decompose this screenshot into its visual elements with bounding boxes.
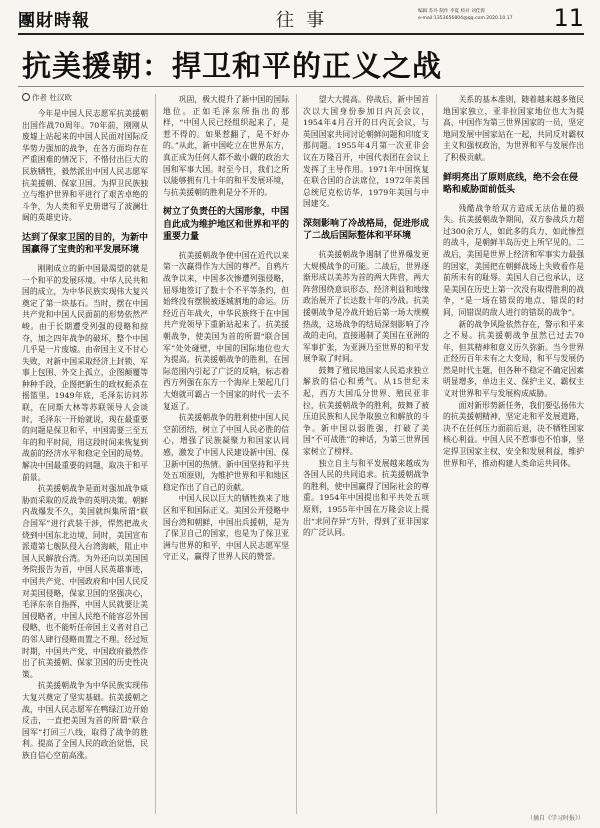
body-paragraph: 抗美援朝战争使中国在近代以来第一次赢得作为大国的尊严。自鸦片战争以来，中国多次惨遭列强侵略，屈辱地签订了数十个不平等条约，但始终没有摆脱被逐城割地的命运。历经近百年战火，中华民族终于在中国共产党领导下重新站起来了。抗美援朝战争，使美国为首的所谓“联合国军”处处碰壁，中国的国际地位也大为提高。抗美援朝战争的胜利，在国际范围内引起了广泛的反响，标志着西方列强在东方一个海岸上架起几门大炮就可霸占一个国家的时代一去不复返了。 [163, 250, 289, 411]
body-paragraph: 抗美援朝战争的胜利使中国人民空前团结，树立了中国人民必胜的信心，增强了民族凝聚力和国家认同感，激发了中国人民建设新中国、保卫新中国的热情。新中国坚持和平共处五项原则，为维护世界和平和地区稳定作出了自己的贡献。 [163, 413, 289, 492]
article-column-1 [22, 108, 148, 816]
body-paragraph: 面对新形势新任务，我们要弘扬伟大的抗美援朝精神，坚定走和平发展道路，决不在任何压力面前后退，决不牺牲国家核心利益。中国人民不惹事也不怕事，坚定捍卫国家主权、安全和发展利益，维护世界和平，推动构建人类命运共同体。 [443, 400, 584, 468]
body-paragraph: 残酷战争给双方造成无法估量的损失。抗美援朝战争期间，双方参战兵力超过300余万人，如此多的兵力、如此惨烈的战斗，是朝鲜半岛历史上所罕见的。二战后，美国是世界上经济和军事实力最强的国家，美国把在朝鲜战场上失败看作是前所未有的耻辱。美国人自己也承认，这是美国在历史上第一次没有取得胜利的战争，“是一场在错误的地点、错误的时间，同错误的敌人进行的错误的战争”。 [443, 203, 584, 317]
page-number: 11 [553, 4, 584, 32]
article-column-4 [443, 60, 584, 816]
staff-email-line: e-mail:1353656804@qq.com 2020.10.17 [418, 16, 513, 21]
subhead-3: 深刻影响了冷战格局，促进形成了二战后国际整体和平环境 [303, 218, 429, 242]
body-paragraph: 抗美援朝战争为中华民族实现伟大复兴奠定了坚实基础。抗美援朝之战，中国人民志愿军在鸭绿江边开始反击，一直把美国为首的所谓“联合国军”打回三八线，取得了战争的胜利。提高了全国人民的政治觉悟，民族自信心空前高涨。 [22, 681, 148, 760]
article-headline: 抗美援朝：捍卫和平的正义之战 [22, 49, 443, 83]
section-title: 往事 [276, 10, 336, 31]
subhead-1: 达到了保家卫国的目的，为新中国赢得了宝贵的和平发展环境 [22, 232, 148, 256]
body-paragraph: 抗美援朝战争是面对强加战争威胁而采取的反战争的英明决策。朝鲜内战爆发不久，美国就纠集所谓“联合国军”进行武装干涉，悍然把战火烧到中国东北边境，同时，美国宣布派遣第七舰队侵入台湾海峡，阻止中国人民解放台湾。为外还向以美国国务院报告为首，中国人民英雄事迹，中国共产党、中国政府和中国人民反对美国侵略，保家卫国的坚强决心，毛泽东亲自指挥，中国人民就要让美国侵略者，中国人民绝不能容忍外国侵略，也不能听任帝国主义者对自己的邻人肆行侵略而置之不理。经过短时期，中国共产党、中国政府毅然作出了抗美援朝、保家卫国的历史性决策。 [22, 484, 148, 679]
masthead [18, 6, 584, 32]
lead-paragraph: 今年是中国人民志愿军抗美援朝出国作战70周年。70年前，刚刚从废墟上站起来的中国人民面对国际反华势力强加的战争，在各方面均存在严重困难的情况下，不惜付出巨大的民族牺牲，毅然派出中国人民志愿军抗美援朝、保家卫国。为捍卫民族独立与维护世界和平进行了艰苦卓绝的斗争，为人类和平史册谱写了波澜壮阔的英雄史诗。 [22, 109, 148, 223]
source-note: （摘自《学习时报》） [526, 815, 584, 822]
staff-credits [418, 8, 558, 22]
subhead-4: 鲜明亮出了原则底线，绝不会在侵略和威胁面前低头 [443, 172, 579, 196]
body-paragraph: 刚刚成立的新中国最渴望的就是一个和平的发展环境。中华人民共和国的成立，为中华民族实现伟大复兴奠定了第一块基石。当时，摆在中国共产党和中国人民面前的形势依然严峻。由于长期遭受列强的侵略和掠夺，加之四年战争的破坏，整个中国几乎是一片废墟。由帝国主义不甘心失败，对新中国采取经济上封锁、军事上包围、外交上孤立，企图颠覆等种种手段，企图把新生的政权扼杀在摇篮里。1949年底，毛泽东访问苏联，在同斯大林等苏联领导人会谈时，毛泽东一开始就说，现在最重要的问题是保卫和平，中国需要三至五年的和平时间，用这段时间来恢复到战前的经济水平和稳定全国的局势。解决中国最重要的问题，取决于和平前景。 [22, 263, 148, 482]
byline-text: 作者 杜汉欧 [32, 93, 72, 102]
column-divider [296, 94, 297, 814]
article-column-2 [163, 60, 289, 816]
body-paragraph: 巩固，极大提升了新中国的国际地位。正如毛泽东所指出的那样，“中国人民已经组织起来了，是惹不得的。如果惹翻了，是不好办的。”从此，新中国屹立在世界东方，真正成为任何人都不敢小觑的政治大国和军事大国。时至今日，我们之所以能够拥有几十年的和平发展环境，与抗美援朝的胜利是分不开的。 [163, 95, 289, 197]
byline-bullet-icon [22, 93, 30, 101]
body-paragraph: 鼓舞了殖民地国家人民追求独立解放的信心和勇气。从15世纪末起，西方大国瓜分世界、殖民亚非拉，抗美援朝战争的胜利，鼓舞了被压迫民族和人民争取独立和解放的斗争。新中国以弱胜强，打破了美国“不可战胜”的神话，为第三世界国家树立了榜样。 [303, 365, 429, 457]
subhead-2: 树立了负责任的大国形象，中国自此成为维护地区和世界和平的重要力量 [163, 207, 289, 243]
newspaper-logo: 團財時報 [18, 11, 90, 31]
column-divider [155, 94, 156, 814]
byline [22, 92, 72, 103]
body-paragraph: 抗美援朝战争遏制了世界爆发更大规模战争的可能。二战后，世界逐渐形成以美苏为首的两大阵营，两大阵营围绕意识形态、经济利益和地缘政治展开了长达数十年的冷战。抗美援朝战争是冷战开始后第一场大规模热战，这场战争的结局深刻影响了冷战的走向，直接遏制了美国在亚洲的军事扩张，为亚洲乃至世界的和平发展争取了时间。 [303, 249, 429, 364]
column-divider [436, 94, 437, 814]
body-paragraph: 独立自主与和平发展越来越成为各国人民的共同追求。抗美援朝战争的胜利，使中国赢得了国际社会的尊重。1954年中国提出和平共处五项原则，1955年中国在万隆会议上提出“求同存异”方针，得到了亚非国家的广泛认同。 [303, 458, 429, 538]
body-paragraph: 新的战争风险依然存在，警示和平来之不易。抗美援朝战争虽然已过去70年，但其精神和意义历久弥新。当今世界正经历百年未有之大变局，和平与发展仍然是时代主题，但各种不稳定不确定因素明显增多，单边主义、保护主义、霸权主义对世界和平与发展构成威胁。 [443, 319, 584, 399]
staff-line: 编辑 苏丹 制作 李夏 校对 刘佳蓉 [418, 9, 486, 14]
article-column-3 [303, 60, 429, 816]
body-paragraph: 关系的基本准则，随着越来越多殖民地国家独立，亚非拉国家地位也大为提高，中国作为第三世界国家的一员，坚定地同发展中国家站在一起，共同反对霸权主义和强权政治，为世界和平与发展作出了积极贡献。 [443, 95, 584, 162]
masthead-divider [18, 33, 584, 35]
body-paragraph: 望大大提高。停战后，新中国首次以大国身份参加日内瓦会议，1954年4月召开的日内瓦会议，与英国国家共同讨论朝鲜问题和印度支那问题。1955年4月第一次亚非会议在万隆召开，中国代表团在会议上发挥了主导作用。1971年中国恢复在联合国的合法席位，1972年美国总统尼克松访华，1979年美国与中国建交。 [303, 95, 429, 209]
body-paragraph: 中国人民以巨大的牺牲换来了地区和平和国际正义。美国公开侵略中国台湾和朝鲜，中国出兵援朝，是为了保卫自己的国家，也是为了保卫亚洲与世界的和平，中国人民志愿军坚守正义，赢得了世界人民的赞誉。 [163, 494, 289, 562]
